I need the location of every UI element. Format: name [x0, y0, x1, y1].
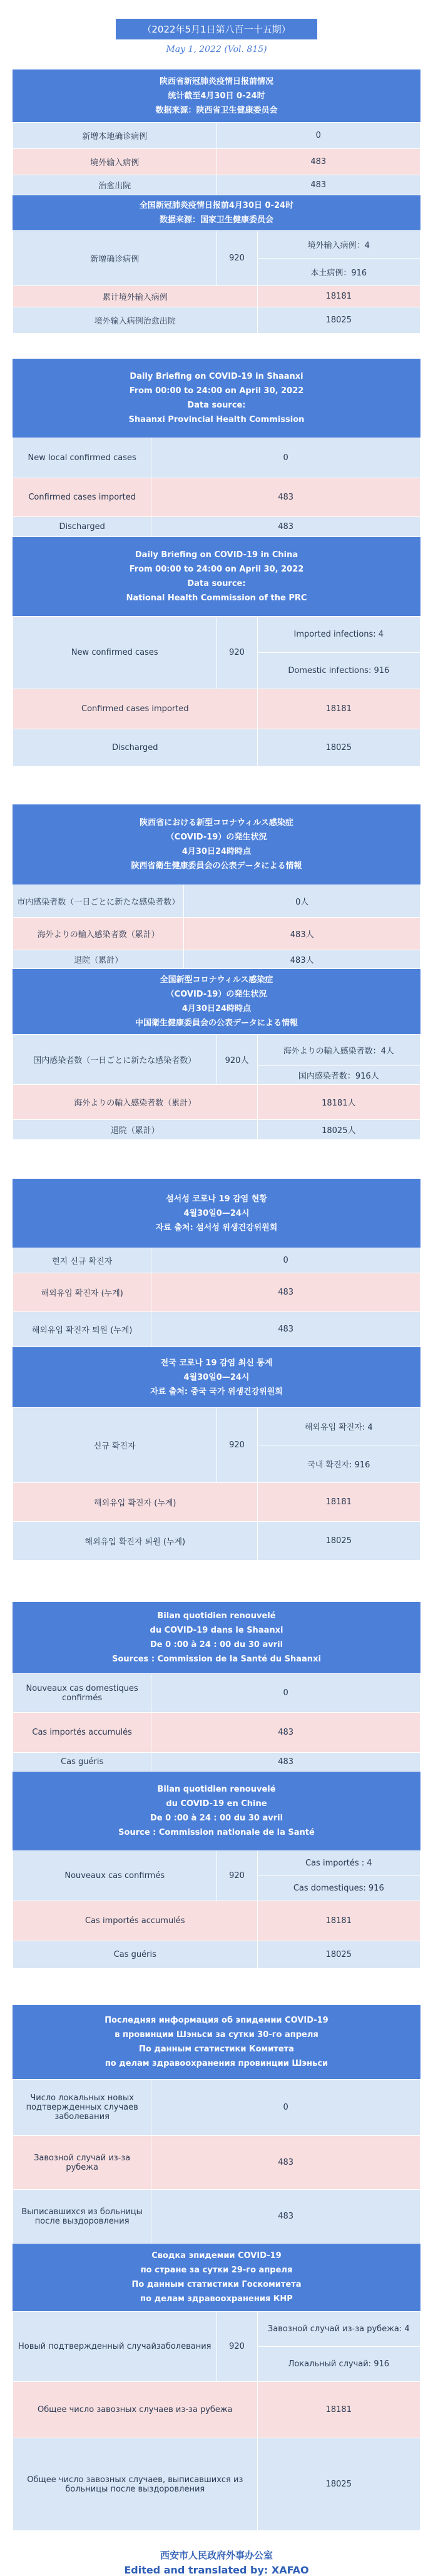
- row-value: 483: [151, 2190, 420, 2244]
- row-label: 해외유입 확진자 (누계): [13, 1273, 151, 1312]
- issue-banner: （2022年5月1日第八百一十五期）: [116, 19, 317, 39]
- table-row: [13, 1312, 420, 1347]
- row-value: 920: [216, 231, 257, 286]
- footer: [0, 2548, 433, 2576]
- row-value: 483人: [184, 950, 420, 969]
- row-value: 18181: [257, 1901, 420, 1941]
- row-value: 0人: [184, 885, 420, 918]
- row-label: Discharged: [13, 517, 151, 537]
- row-label: Выписавшихся из больницы после выздоровления: [13, 2190, 151, 2244]
- table-row: [13, 438, 420, 478]
- title-line: du COVID-19 dans le Shaanxi: [150, 1626, 283, 1635]
- credit-line: Edited and translated by: XAFAO: [124, 2564, 309, 2576]
- sub-value: Завозной случай из-за рубежа: 4: [257, 2312, 420, 2347]
- row-value: 18025: [257, 2438, 420, 2531]
- row-label: Завозной случай из-за рубежа: [13, 2136, 151, 2190]
- ru-shaanxi-title: [13, 2005, 420, 2079]
- cn-shaanxi-table: [13, 69, 420, 195]
- row-value: 18181: [257, 689, 420, 729]
- kr-shaanxi-title: [13, 1179, 420, 1248]
- row-value: 483: [151, 1312, 420, 1347]
- fr-shaanxi-title: [13, 1602, 420, 1673]
- row-label: 현지 신규 확진자: [13, 1248, 151, 1273]
- title-line: De 0 :00 à 24 : 00 du 30 avril: [150, 1814, 283, 1823]
- en-shaanxi-table: [13, 359, 420, 537]
- title-line: 4월30일0—24시: [183, 1372, 250, 1382]
- row-label: 新增本地确诊病例: [13, 123, 217, 149]
- title-line: 자료 출처: 섬서성 위생건강위원회: [155, 1223, 278, 1233]
- row-value: 0: [151, 438, 420, 478]
- sub-value: 국내 확진자: 916: [257, 1445, 420, 1483]
- row-value: 18181: [257, 1483, 420, 1522]
- title-line: Data source:: [187, 579, 246, 588]
- table-row: [13, 1273, 420, 1312]
- row-value: 18025: [257, 729, 420, 767]
- row-value: 18025: [257, 1522, 420, 1561]
- row-label: 新增确诊病例: [13, 231, 217, 286]
- title-line: From 00:00 to 24:00 on April 30, 2022: [129, 386, 304, 396]
- row-value: 18025: [257, 1941, 420, 1969]
- title-line: 4月30日24時時点: [181, 1004, 252, 1013]
- row-label: 해외유입 확진자 (누계): [13, 1483, 258, 1522]
- table-row: [13, 1120, 420, 1140]
- row-label: Новый подтвержденный случайзаболевания: [13, 2312, 217, 2382]
- jp-china-title: [13, 969, 420, 1034]
- row-label: Cas importés accumulés: [13, 1901, 258, 1941]
- table-row: [13, 231, 420, 259]
- table-row: [13, 2382, 420, 2438]
- sub-value: Cas importés : 4: [257, 1851, 420, 1876]
- row-label: 신규 확진자: [13, 1408, 217, 1483]
- row-label: Confirmed cases imported: [13, 478, 151, 517]
- table-row: [13, 2080, 420, 2136]
- table-row: [13, 2190, 420, 2244]
- row-label: New local confirmed cases: [13, 438, 151, 478]
- en-china-title: [13, 537, 420, 616]
- row-label: Cas guéris: [13, 1753, 151, 1772]
- table-row: [13, 1522, 420, 1561]
- title-line: Bilan quotidien renouvelé: [157, 1785, 276, 1794]
- title-line: 섬서성 코로나 19 감염 현황: [166, 1194, 267, 1204]
- table-row: [13, 1035, 420, 1066]
- row-label: Cas guéris: [13, 1941, 258, 1969]
- row-label: 境外输入病例治愈出院: [13, 307, 258, 334]
- title-line: 4월30일0—24시: [183, 1208, 250, 1218]
- table-row: [13, 2438, 420, 2531]
- table-row: [13, 1753, 420, 1772]
- kr-china-title: [13, 1347, 420, 1407]
- title-line: De 0 :00 à 24 : 00 du 30 avril: [150, 1640, 283, 1650]
- table-row: [13, 1851, 420, 1876]
- title-line: 数据来源：国家卫生健康委员会: [159, 215, 273, 225]
- kr-shaanxi-table: [13, 1179, 420, 1347]
- row-label: 海外よりの輸入感染者数（累計）: [13, 918, 184, 950]
- en-shaanxi-title: [13, 359, 420, 438]
- row-value: 0: [216, 123, 420, 149]
- title-line: По данным статистики Госкомитета: [131, 2280, 302, 2289]
- cn-china-table: [13, 195, 420, 334]
- title-line: 4月30日24時時点: [181, 847, 252, 856]
- title-line: Data source:: [187, 401, 246, 410]
- row-label: Cas importés accumulés: [13, 1713, 151, 1753]
- row-value: 920: [216, 1408, 257, 1483]
- row-label: 境外输入病例: [13, 149, 217, 175]
- fr-china-table: [13, 1772, 420, 1969]
- table-row: [13, 307, 420, 334]
- row-value: 18181人: [257, 1085, 420, 1120]
- table-row: [13, 517, 420, 537]
- table-row: [13, 1408, 420, 1445]
- table-row: [13, 478, 420, 517]
- row-label: Nouveaux cas domestiques confirmés: [13, 1674, 151, 1713]
- row-value: 483: [216, 149, 420, 175]
- cn-china-title: [13, 195, 420, 230]
- sub-value: 国内感染者数：916人: [257, 1066, 420, 1085]
- title-line: по делам здравоохранения провинции Шэньси: [104, 2059, 329, 2068]
- row-label: 市内感染者数（一日ごとに新たな感染者数）: [13, 885, 184, 918]
- row-label: 治愈出院: [13, 175, 217, 195]
- title-line: 中国衛生健康委員会の公表データによる情報: [135, 1019, 298, 1028]
- row-label: 国内感染者数（一日ごとに新たな感染者数）: [13, 1035, 217, 1085]
- table-row: [13, 885, 420, 918]
- row-label: 累计境外输入病例: [13, 286, 258, 307]
- title-line: 자료 출처: 중국 국가 위생건강위원회: [150, 1387, 283, 1397]
- title-line: 전국 코로나 19 감염 최신 통계: [160, 1358, 273, 1368]
- title-line: Shaanxi Provincial Health Commission: [128, 415, 305, 424]
- row-label: Число локальных новых подтвержденных случаев заболевания: [13, 2080, 151, 2136]
- table-row: [13, 950, 420, 969]
- sub-value: Cas domestiques: 916: [257, 1876, 420, 1901]
- title-line: По данным статистики Комитета: [139, 2045, 294, 2054]
- row-label: Общее число завозных случаев из-за рубежа: [13, 2382, 258, 2438]
- title-line: Сводка эпидемии COVID-19: [151, 2251, 282, 2260]
- ru-china-table: [13, 2244, 420, 2531]
- title-line: du COVID-19 en Chine: [166, 1799, 267, 1809]
- row-label: 退院（累計）: [13, 950, 184, 969]
- sub-value: Imported infections: 4: [257, 617, 420, 653]
- row-value: 18025人: [257, 1120, 420, 1140]
- kr-china-table: [13, 1347, 420, 1561]
- row-label: Общее число завозных случаев, выписавшихся из больницы после выздоровления: [13, 2438, 258, 2531]
- row-value: 920: [216, 2312, 257, 2382]
- table-row: [13, 1248, 420, 1273]
- row-label: 退院（累計）: [13, 1120, 258, 1140]
- ru-china-title: [13, 2244, 420, 2311]
- table-row: [13, 286, 420, 307]
- row-label: 해외유입 확진자 퇴원 (누계): [13, 1522, 258, 1561]
- table-row: [13, 123, 420, 149]
- title-line: Bilan quotidien renouvelé: [157, 1611, 276, 1621]
- title-line: 陝西省衛生健康委員会の公表データによる情報: [131, 861, 302, 871]
- title-line: 全国新型コロナウィルス感染症: [160, 975, 273, 985]
- sub-value: Локальный случай: 916: [257, 2347, 420, 2382]
- row-label: New confirmed cases: [13, 617, 217, 689]
- table-row: [13, 617, 420, 653]
- sub-value: Domestic infections: 916: [257, 653, 420, 689]
- row-value: 0: [151, 1248, 420, 1273]
- title-line: 全国新冠肺炎疫情日报前4月30日 0-24时: [139, 201, 294, 210]
- title-line: по стране за сутки 29-го апреля: [140, 2266, 293, 2275]
- row-value: 18025: [257, 307, 420, 334]
- jp-shaanxi-title: [13, 804, 420, 885]
- office-name: 西安市人民政府外事办公室: [160, 2550, 273, 2561]
- row-value: 483: [151, 2136, 420, 2190]
- table-row: [13, 1674, 420, 1713]
- title-line: Daily Briefing on COVID-19 in China: [135, 550, 298, 560]
- row-value: 483: [151, 1713, 420, 1753]
- row-value: 920人: [216, 1035, 257, 1085]
- title-line: 陕西省新冠肺炎疫情日报前情况: [159, 76, 273, 86]
- table-row: [13, 1901, 420, 1941]
- row-label: 海外よりの輸入感染者数（累計）: [13, 1085, 258, 1120]
- table-row: [13, 1713, 420, 1753]
- title-line: （COVID-19）の発生状況: [166, 990, 267, 999]
- title-line: в провинции Шэньси за сутки 30-го апреля: [115, 2030, 318, 2040]
- row-label: Discharged: [13, 729, 258, 767]
- table-row: [13, 175, 420, 195]
- table-row: [13, 1085, 420, 1120]
- fr-china-title: [13, 1772, 420, 1850]
- row-value: 920: [216, 617, 257, 689]
- row-value: 483: [151, 478, 420, 517]
- table-row: [13, 1483, 420, 1522]
- cn-shaanxi-title: [13, 69, 420, 122]
- jp-china-table: [13, 969, 420, 1140]
- title-line: 数据来源：陕西省卫生健康委员会: [155, 105, 278, 115]
- row-label: 해외유입 확진자 퇴원 (누계): [13, 1312, 151, 1347]
- table-row: [13, 918, 420, 950]
- table-row: [13, 2136, 420, 2190]
- sub-value: 本土病例：916: [257, 259, 420, 286]
- en-china-table: [13, 537, 420, 767]
- title-line: по делам здравоохранения КНР: [140, 2294, 293, 2304]
- title-line: 陝西省における新型コロナウィルス感染症: [140, 818, 293, 828]
- sub-value: 해외유입 확진자: 4: [257, 1408, 420, 1445]
- title-line: Daily Briefing on COVID-19 in Shaanxi: [130, 372, 303, 381]
- title-line: Последняя информация об эпидемии COVID-19: [104, 2016, 329, 2025]
- fr-shaanxi-table: [13, 1602, 420, 1772]
- row-value: 920: [216, 1851, 257, 1901]
- row-value: 483人: [184, 918, 420, 950]
- sub-value: 境外输入病例：4: [257, 231, 420, 259]
- row-value: 0: [151, 2080, 420, 2136]
- sub-value: 海外よりの輸入感染者数：4人: [257, 1035, 420, 1066]
- header: [0, 0, 433, 54]
- table-row: [13, 149, 420, 175]
- row-value: 483: [216, 175, 420, 195]
- title-line: Sources : Commission de la Santé du Shaanxi: [112, 1655, 321, 1664]
- row-label: Nouveaux cas confirmés: [13, 1851, 217, 1901]
- table-row: [13, 689, 420, 729]
- table-row: [13, 2312, 420, 2347]
- row-value: 483: [151, 517, 420, 537]
- title-line: Source : Commission nationale de la Santé: [118, 1828, 315, 1837]
- table-row: [13, 1941, 420, 1969]
- table-row: [13, 729, 420, 767]
- row-value: 18181: [257, 2382, 420, 2438]
- title-line: 统计截至4月30日 0-24时: [168, 91, 265, 101]
- title-line: （COVID-19）の発生状況: [166, 833, 267, 842]
- issue-date: May 1, 2022 (Vol. 815): [166, 44, 267, 54]
- title-line: National Health Commission of the PRC: [126, 593, 307, 603]
- row-value: 483: [151, 1753, 420, 1772]
- row-value: 0: [151, 1674, 420, 1713]
- row-value: 18181: [257, 286, 420, 307]
- row-value: 483: [151, 1273, 420, 1312]
- title-line: From 00:00 to 24:00 on April 30, 2022: [129, 565, 304, 574]
- ru-shaanxi-table: [13, 2005, 420, 2244]
- row-label: Confirmed cases imported: [13, 689, 258, 729]
- jp-shaanxi-table: [13, 804, 420, 969]
